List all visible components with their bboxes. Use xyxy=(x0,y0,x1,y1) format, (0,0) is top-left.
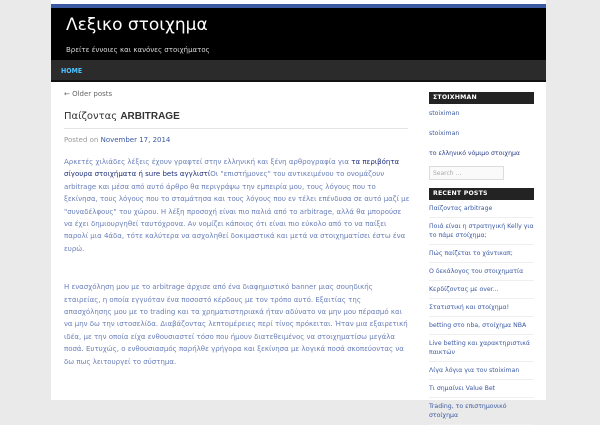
search-input[interactable] xyxy=(429,166,504,180)
sidebar xyxy=(429,92,534,425)
recent-post-item[interactable]: Παίζοντας arbitrage xyxy=(429,200,534,218)
sidebar-link-legal-betting[interactable]: το ελληνικό νόμιμο στοιχημα xyxy=(429,150,521,157)
recent-post-item[interactable]: Ποιά είναι η στρατηγική Kelly για το πάμε στοίχημα; xyxy=(429,218,534,245)
post-paragraph-1 xyxy=(64,156,410,255)
site-title[interactable]: Λεξικο στοιχημα xyxy=(66,15,208,35)
sidebar-link-stoiximan-1[interactable]: stoiximan xyxy=(429,110,460,117)
post-divider xyxy=(64,128,408,129)
site-header xyxy=(51,8,546,60)
widget-title-recent-posts: RECENT POSTS xyxy=(429,188,534,200)
recent-post-item[interactable]: Πώς παίζεται το χάντικαπ; xyxy=(429,245,534,263)
post-paragraph-2: Η ενασχόληση μου με το arbitrage άρχισε από ένα διαφημιστικό banner μιας σουηδικής εταιρείας, η οποία εγγυόταν ένα ποσοστό κέρδους με τον τρόπο αυτό. Εξαιτίας της απασχόλησης μου με το trading και τα χρηματιστηριακά ήταν αδύνατο να μην μου πέρασμό και να μην δω την ιστοσελίδα. Διαβάζοντας λεπτομέρειες περί τίνος πρόκειται. Ήταν μια εξαιρετική ιδέα, με την οποία είχα ενθουσιαστεί τόσο που ήμουν διατεθειμένος να στοιχηματίσω μεγάλα ποσά. Ευτυχώς, ο ενθουσιασμός παρήλθε γρήγορα και ξεκίνησα με λογικά ποσά σκοπεύοντας να δω πως λειτουργεί το σύστημα. xyxy=(64,283,408,366)
older-posts-link[interactable]: ← Older posts xyxy=(64,90,113,98)
post-date-link[interactable]: November 17, 2014 xyxy=(100,136,171,144)
paragraph-1-text-a: Αρκετές χιλιάδες λέξεις έχουν γραφτεί στην ελληνική και ξένη αρθρογραφία για xyxy=(64,158,352,166)
sure-bets-link[interactable]: τα περιβόητα σίγουρα στοιχήματα ή sure bets αγγλιστί xyxy=(64,158,400,179)
recent-post-item[interactable]: Στατιστική και στοίχημα! xyxy=(429,299,534,317)
site-description: Βρείτε έννοιες και κανόνες στοιχήματος xyxy=(66,46,210,54)
main-navigation xyxy=(51,60,546,82)
recent-post-item[interactable]: Trading, το επιστημονικό στοίχημα xyxy=(429,398,534,425)
post-meta xyxy=(64,135,170,145)
post-title[interactable] xyxy=(64,110,180,124)
sidebar-link-stoiximan-2[interactable]: stoiximan xyxy=(429,130,460,137)
recent-post-item[interactable]: betting στο nba, στοίχημα NBA xyxy=(429,317,534,335)
post-content xyxy=(64,156,410,394)
recent-post-item[interactable]: Ο δεκάλογος του στοιχηματία xyxy=(429,263,534,281)
nav-item-home[interactable]: HOME xyxy=(61,67,83,75)
page-wrapper xyxy=(51,0,546,419)
widget-title-stoiximan: ΣΤΟΙΧΗΜΑΝ xyxy=(429,92,534,104)
post-title-caps: ARBITRAGE xyxy=(120,111,180,122)
recent-post-item[interactable]: Live betting και χαρακτηριστικά παικτών xyxy=(429,335,534,362)
recent-post-item[interactable]: Τι σημαίνει Value Bet xyxy=(429,380,534,398)
recent-post-item[interactable]: Κερδίζοντας με over... xyxy=(429,281,534,299)
paragraph-1-text-b: Οι "επιστήμονες" του αντικειμένου το ονομάζουν arbitrage και μέσα από αυτό άρθρο θα περιγράψω την εμπειρία μου, τους λόγους που το ξεκίνησα, τους λόγους που το σταμάτησα και τους λόγους που εν τέλει επένδυσα σε αυτό μαζί με "συναδέλφους" του χώρου. Η λέξη προσοχή είναι πιο παλιά από το arbitrage, αλλά θα μπορούσε να έχει δημιουργηθεί ταυτόχρονα. Αν νομίζει κάποιος ότι είναι πιο εύκολο από το να παίξει παρολί μια 4άδα, τότε καλύτερα να ασχοληθεί δοκιμαστικά και μετά να στοιχηματίσει έστω ένα ευρώ. xyxy=(64,170,410,253)
posted-on-label: Posted on xyxy=(64,136,99,144)
post-title-prefix: Παίζοντας xyxy=(64,111,121,122)
recent-post-item[interactable]: Λίγα λόγια για τον stoiximan xyxy=(429,362,534,380)
